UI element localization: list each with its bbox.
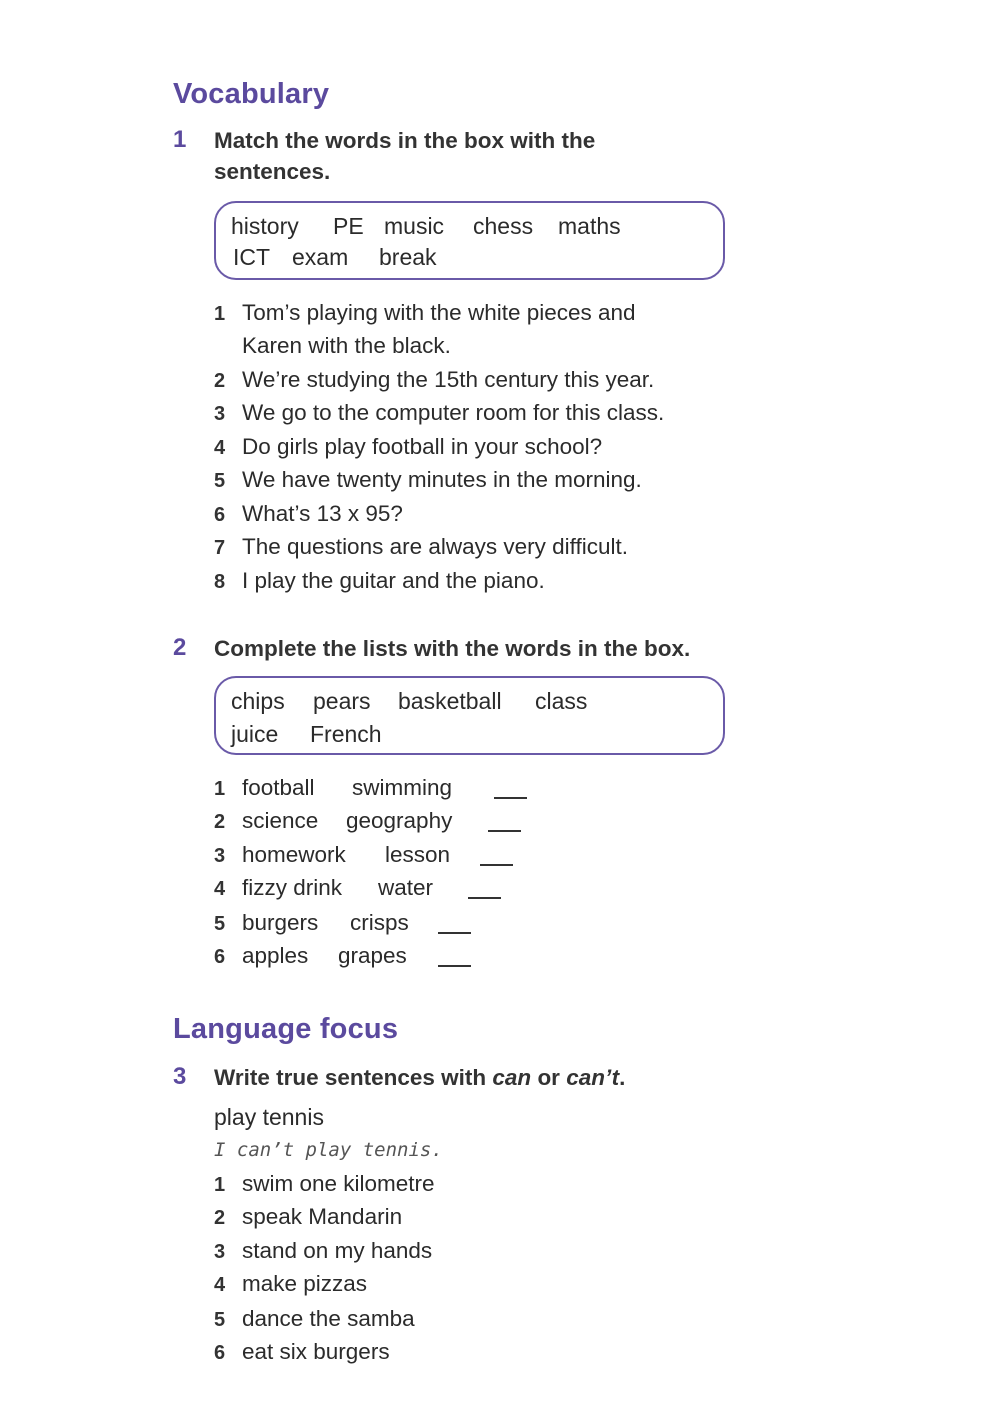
item-number: 2: [214, 370, 226, 392]
list-word: science: [242, 808, 319, 833]
exercise-number: 2: [173, 634, 187, 661]
list-item: [214, 1171, 435, 1197]
item-number: 1: [214, 1174, 226, 1196]
instruction-line: Match the words in the box with the: [214, 128, 596, 153]
list-item: [214, 842, 346, 868]
item-number: 2: [214, 811, 226, 833]
item-number: 5: [214, 913, 226, 935]
answer-blank[interactable]: [438, 964, 471, 967]
list-item: [214, 943, 308, 969]
list-item: [214, 808, 318, 834]
box-word: basketball: [398, 688, 502, 714]
item-text: We have twenty minutes in the morning.: [242, 467, 642, 492]
item-text: We go to the computer room for this class.: [242, 400, 665, 425]
list-item: [214, 467, 642, 493]
item-text: speak Mandarin: [242, 1204, 403, 1229]
box-word: pears: [313, 688, 371, 714]
item-number: 5: [214, 1309, 226, 1331]
section-title-vocabulary: Vocabulary: [173, 78, 330, 110]
item-number: 5: [214, 470, 226, 492]
list-item: [214, 1204, 402, 1230]
box-word: French: [310, 721, 382, 747]
item-text: swim one kilometre: [242, 1171, 435, 1196]
list-item: [214, 1271, 367, 1297]
item-text: Do girls play football in your school?: [242, 434, 603, 459]
list-item: [214, 910, 318, 936]
item-number: 1: [214, 303, 226, 325]
list-word: apples: [242, 943, 309, 968]
item-text: The questions are always very difficult.: [242, 534, 629, 559]
item-text: I play the guitar and the piano.: [242, 568, 545, 593]
item-number: 8: [214, 571, 226, 593]
box-word: exam: [292, 244, 349, 270]
list-word: lesson: [385, 842, 451, 867]
list-word: crisps: [350, 910, 409, 935]
answer-blank[interactable]: [488, 829, 521, 832]
instruction-text: Write true sentences with: [214, 1065, 493, 1090]
item-number: 1: [214, 778, 226, 800]
instruction-emphasis: can’t: [566, 1065, 620, 1090]
exercise-number: 1: [173, 126, 187, 153]
list-item: [214, 1339, 390, 1365]
box-word: break: [379, 244, 437, 270]
exercise-instruction: [214, 125, 595, 187]
exercise-instruction: Complete the lists with the words in the box.: [214, 636, 691, 661]
list-word: swimming: [352, 775, 453, 800]
example-answer: I can’t play tennis.: [214, 1139, 443, 1161]
list-item: [214, 300, 636, 326]
instruction-text: .: [619, 1065, 626, 1090]
box-word: class: [535, 688, 588, 714]
item-number: 6: [214, 946, 226, 968]
box-word: maths: [558, 213, 621, 239]
item-number: 2: [214, 1207, 226, 1229]
box-word: history: [231, 213, 299, 239]
list-item: [214, 400, 664, 426]
list-item: [214, 367, 654, 393]
list-word: football: [242, 775, 315, 800]
answer-blank[interactable]: [438, 931, 471, 934]
item-text-continued: Karen with the black.: [242, 333, 451, 358]
item-number: 6: [214, 1342, 226, 1364]
item-number: 4: [214, 1274, 226, 1296]
item-text: dance the samba: [242, 1306, 415, 1331]
section-title-language-focus: Language focus: [173, 1013, 399, 1045]
list-item: [214, 875, 342, 901]
list-word: water: [378, 875, 434, 900]
list-word: homework: [242, 842, 346, 867]
list-item: [214, 568, 545, 594]
box-word: chess: [473, 213, 534, 239]
instruction-text: or: [531, 1065, 567, 1090]
list-item: [214, 775, 315, 801]
exercise-number: 3: [173, 1063, 187, 1090]
box-word: music: [384, 213, 445, 239]
item-number: 7: [214, 537, 226, 559]
list-item: [214, 501, 403, 527]
item-number: 4: [214, 878, 226, 900]
answer-blank[interactable]: [480, 863, 513, 866]
answer-blank[interactable]: [468, 896, 501, 899]
item-number: 3: [214, 1241, 226, 1263]
box-word: juice: [231, 721, 279, 747]
item-text: make pizzas: [242, 1271, 368, 1296]
item-number: 4: [214, 437, 226, 459]
list-item: [214, 434, 602, 460]
item-text: stand on my hands: [242, 1238, 433, 1263]
item-number: 3: [214, 845, 226, 867]
box-word: ICT: [233, 244, 271, 270]
item-number: 6: [214, 504, 226, 526]
exercise-instruction: [214, 1062, 625, 1093]
instruction-emphasis: can: [492, 1065, 532, 1090]
list-item: [214, 1306, 415, 1332]
list-item: [214, 1238, 432, 1264]
list-word: geography: [346, 808, 453, 833]
list-word: burgers: [242, 910, 319, 935]
item-number: 3: [214, 403, 226, 425]
list-item: [214, 534, 628, 560]
item-text: We’re studying the 15th century this year.: [242, 367, 655, 392]
list-word: fizzy drink: [242, 875, 343, 900]
example-prompt: play tennis: [214, 1104, 324, 1130]
item-text: eat six burgers: [242, 1339, 390, 1364]
item-text: Tom’s playing with the white pieces and: [242, 300, 636, 325]
box-word: PE: [333, 213, 364, 239]
instruction-line: sentences.: [214, 159, 331, 184]
answer-blank[interactable]: [494, 796, 527, 799]
item-text: What’s 13 x 95?: [242, 501, 403, 526]
box-word: chips: [231, 688, 285, 714]
list-word: grapes: [338, 943, 407, 968]
